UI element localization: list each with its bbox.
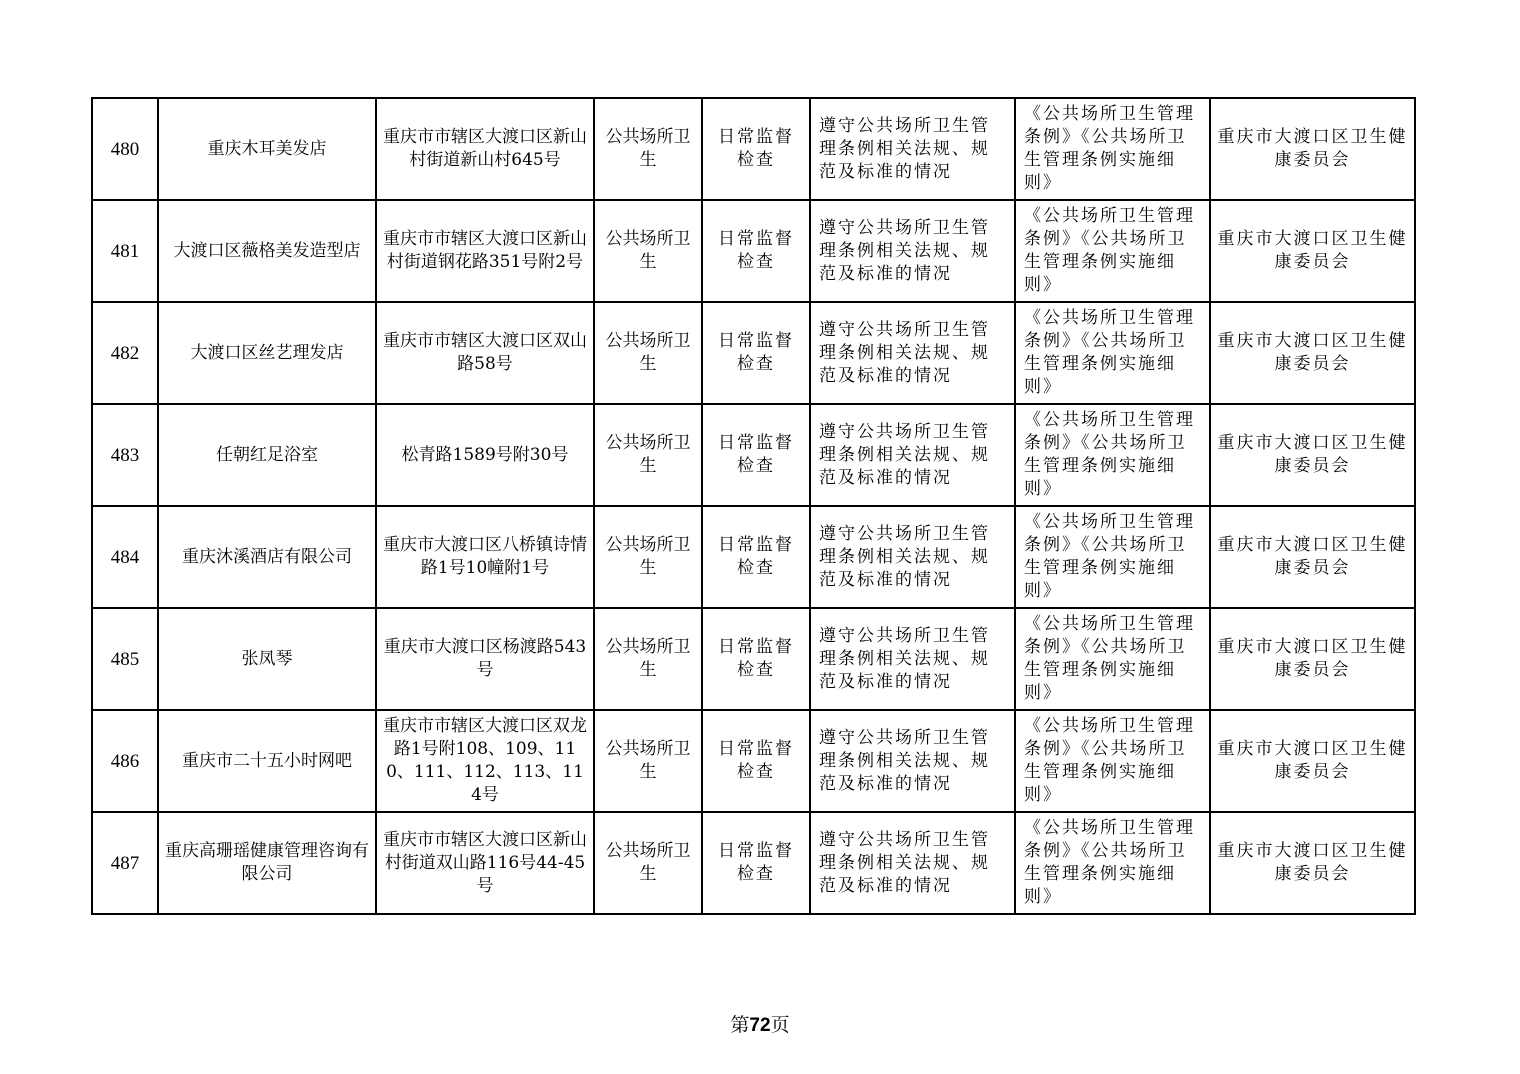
legal-basis: 《公共场所卫生管理条例》《公共场所卫生管理条例实施细则》	[1015, 404, 1210, 506]
record-number: 486	[92, 710, 158, 812]
establishment-address: 重庆市市辖区大渡口区新山村街道双山路116号44-45号	[376, 812, 594, 914]
inspection-content: 遵守公共场所卫生管理条例相关法规、规范及标准的情况	[810, 608, 1015, 710]
inspection-records-table	[91, 97, 1416, 915]
record-number: 484	[92, 506, 158, 608]
inspection-type: 日常监督检查	[702, 506, 810, 608]
inspection-type: 日常监督检查	[702, 404, 810, 506]
table-row	[92, 404, 1415, 506]
inspection-category: 公共场所卫生	[594, 710, 702, 812]
table-row	[92, 200, 1415, 302]
inspection-type: 日常监督检查	[702, 98, 810, 200]
inspecting-authority: 重庆市大渡口区卫生健康委员会	[1210, 98, 1415, 200]
inspection-type: 日常监督检查	[702, 302, 810, 404]
legal-basis: 《公共场所卫生管理条例》《公共场所卫生管理条例实施细则》	[1015, 506, 1210, 608]
establishment-name: 大渡口区丝艺理发店	[158, 302, 376, 404]
inspection-content: 遵守公共场所卫生管理条例相关法规、规范及标准的情况	[810, 812, 1015, 914]
establishment-address: 重庆市市辖区大渡口区双龙路1号附108、109、110、111、112、113、114号	[376, 710, 594, 812]
establishment-name: 大渡口区薇格美发造型店	[158, 200, 376, 302]
establishment-name: 重庆市二十五小时网吧	[158, 710, 376, 812]
inspection-type: 日常监督检查	[702, 812, 810, 914]
inspection-content: 遵守公共场所卫生管理条例相关法规、规范及标准的情况	[810, 302, 1015, 404]
establishment-address: 重庆市市辖区大渡口区新山村街道钢花路351号附2号	[376, 200, 594, 302]
record-number: 483	[92, 404, 158, 506]
legal-basis: 《公共场所卫生管理条例》《公共场所卫生管理条例实施细则》	[1015, 200, 1210, 302]
inspection-content: 遵守公共场所卫生管理条例相关法规、规范及标准的情况	[810, 506, 1015, 608]
inspection-content: 遵守公共场所卫生管理条例相关法规、规范及标准的情况	[810, 98, 1015, 200]
inspecting-authority: 重庆市大渡口区卫生健康委员会	[1210, 404, 1415, 506]
inspecting-authority: 重庆市大渡口区卫生健康委员会	[1210, 506, 1415, 608]
table-row	[92, 812, 1415, 914]
page-number: 72	[749, 1015, 771, 1036]
table-row	[92, 608, 1415, 710]
inspection-content: 遵守公共场所卫生管理条例相关法规、规范及标准的情况	[810, 404, 1015, 506]
legal-basis: 《公共场所卫生管理条例》《公共场所卫生管理条例实施细则》	[1015, 710, 1210, 812]
inspection-category: 公共场所卫生	[594, 302, 702, 404]
establishment-address: 重庆市市辖区大渡口区双山路58号	[376, 302, 594, 404]
legal-basis: 《公共场所卫生管理条例》《公共场所卫生管理条例实施细则》	[1015, 98, 1210, 200]
record-number: 485	[92, 608, 158, 710]
inspection-category: 公共场所卫生	[594, 608, 702, 710]
inspection-category: 公共场所卫生	[594, 404, 702, 506]
page-footer	[0, 1010, 1520, 1037]
inspection-category: 公共场所卫生	[594, 506, 702, 608]
inspection-category: 公共场所卫生	[594, 812, 702, 914]
record-number: 482	[92, 302, 158, 404]
establishment-address: 松青路1589号附30号	[376, 404, 594, 506]
table-body	[92, 98, 1415, 914]
inspecting-authority: 重庆市大渡口区卫生健康委员会	[1210, 812, 1415, 914]
inspection-content: 遵守公共场所卫生管理条例相关法规、规范及标准的情况	[810, 200, 1015, 302]
establishment-name: 张凤琴	[158, 608, 376, 710]
establishment-address: 重庆市市辖区大渡口区新山村街道新山村645号	[376, 98, 594, 200]
legal-basis: 《公共场所卫生管理条例》《公共场所卫生管理条例实施细则》	[1015, 812, 1210, 914]
page-label-prefix: 第	[730, 1014, 750, 1036]
inspection-type: 日常监督检查	[702, 710, 810, 812]
establishment-name: 重庆木耳美发店	[158, 98, 376, 200]
table-row	[92, 302, 1415, 404]
table-row	[92, 98, 1415, 200]
establishment-address: 重庆市大渡口区八桥镇诗情路1号10幢附1号	[376, 506, 594, 608]
establishment-name: 重庆沐溪酒店有限公司	[158, 506, 376, 608]
record-number: 487	[92, 812, 158, 914]
establishment-name: 重庆高珊瑶健康管理咨询有限公司	[158, 812, 376, 914]
inspection-content: 遵守公共场所卫生管理条例相关法规、规范及标准的情况	[810, 710, 1015, 812]
establishment-address: 重庆市大渡口区杨渡路543号	[376, 608, 594, 710]
table-row	[92, 710, 1415, 812]
legal-basis: 《公共场所卫生管理条例》《公共场所卫生管理条例实施细则》	[1015, 608, 1210, 710]
establishment-name: 任朝红足浴室	[158, 404, 376, 506]
table-row	[92, 506, 1415, 608]
inspecting-authority: 重庆市大渡口区卫生健康委员会	[1210, 608, 1415, 710]
inspecting-authority: 重庆市大渡口区卫生健康委员会	[1210, 200, 1415, 302]
inspection-category: 公共场所卫生	[594, 200, 702, 302]
legal-basis: 《公共场所卫生管理条例》《公共场所卫生管理条例实施细则》	[1015, 302, 1210, 404]
record-number: 481	[92, 200, 158, 302]
inspection-category: 公共场所卫生	[594, 98, 702, 200]
inspection-type: 日常监督检查	[702, 608, 810, 710]
inspecting-authority: 重庆市大渡口区卫生健康委员会	[1210, 302, 1415, 404]
page-label-suffix: 页	[770, 1014, 790, 1036]
record-number: 480	[92, 98, 158, 200]
inspection-type: 日常监督检查	[702, 200, 810, 302]
inspecting-authority: 重庆市大渡口区卫生健康委员会	[1210, 710, 1415, 812]
